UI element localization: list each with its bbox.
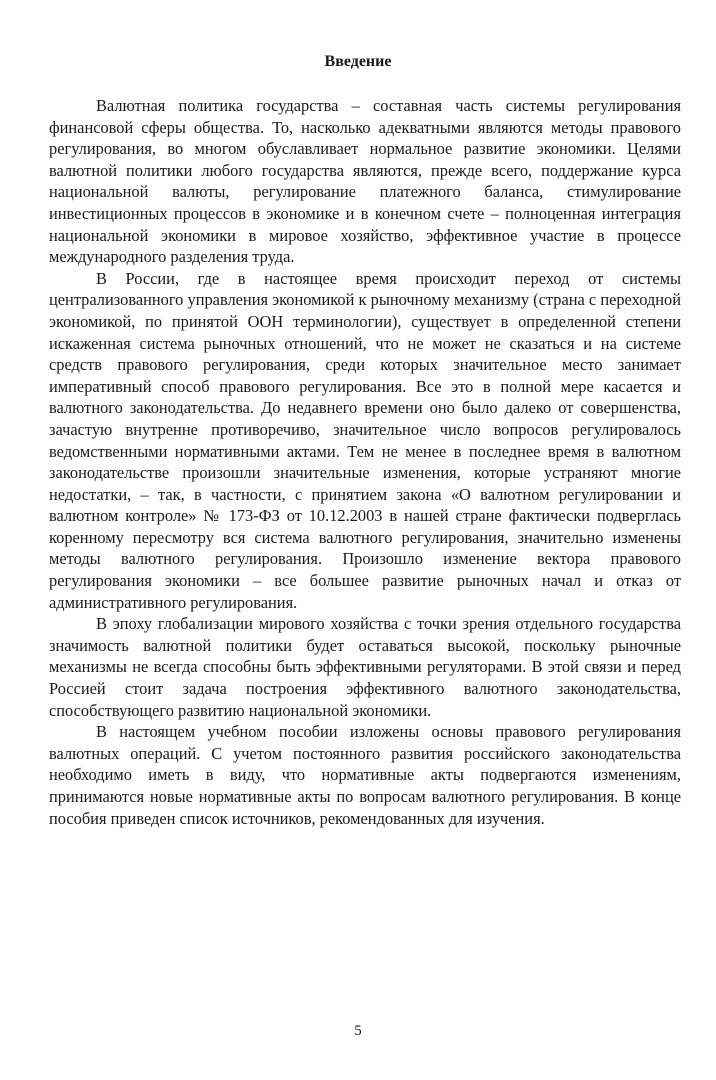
paragraph-1: Валютная политика государства – составная часть системы регулирования финансовой сферы общества. То, насколько адекватными являются методы правового регулирования, во многом обуславливает нормальное развитие экономики. Целями валютной политики любого государства являются, прежде всего, поддержание курса национальной валюты, регулирование платежного баланса, стимулирование инвестиционных процессов в экономике и в конечном счете – полноценная интеграция национальной экономики в мировое хозяйство, эффективное участие в процессе международного разделения труда. (49, 96, 681, 267)
paragraph-3: В эпоху глобализации мирового хозяйства с точки зрения отдельного государства значимость валютной политики будет оставаться высокой, поскольку рыночные механизмы не всегда способны быть эффективными регуляторами. В этой связи и перед Россией стоит задача построения эффективного валютного законодательства, способствующего развитию национальной экономики. (49, 614, 681, 720)
paragraph-4: В настоящем учебном пособии изложены основы правового регулирования валютных операций. С учетом постоянного развития российского законодательства необходимо иметь в виду, что нормативные акты подвергаются изменениям, принимаются новые нормативные акты по вопросам валютного регулирования. В конце пособия приведен список источников, рекомендованных для изучения. (49, 722, 681, 828)
page-number: 5 (354, 1023, 362, 1039)
paragraph-2: В России, где в настоящее время происходит переход от системы централизованного управления экономикой к рыночному механизму (страна с переходной экономикой, по принятой ООН терминологии), существует в определенной степени искаженная система рыночных отношений, что не может не сказаться и на системе средств правового регулирования, среди которых значительное место занимает императивный способ правового регулирования. Все это в полной мере касается и валютного законодательства. До недавнего времени оно было далеко от совершенства, зачастую внутренне противоречиво, значительное число вопросов регулировалось ведомственными нормативными актами. Тем не менее в последнее время в валютном законодательстве произошли значительные изменения, которые устраняют многие недостатки, – так, в частности, с принятием закона «О валютном регулировании и валютном контроле» № 173-ФЗ от 10.12.2003 в нашей стране фактически подверглась коренному пересмотру вся система валютного регулирования, значительно изменены методы валютного регулирования. Произошло изменение вектора правового регулирования экономики – все большее развитие рыночных начал и отказ от административного регулирования. (49, 268, 681, 612)
body-text (49, 95, 681, 829)
page-title: Введение (324, 53, 392, 70)
